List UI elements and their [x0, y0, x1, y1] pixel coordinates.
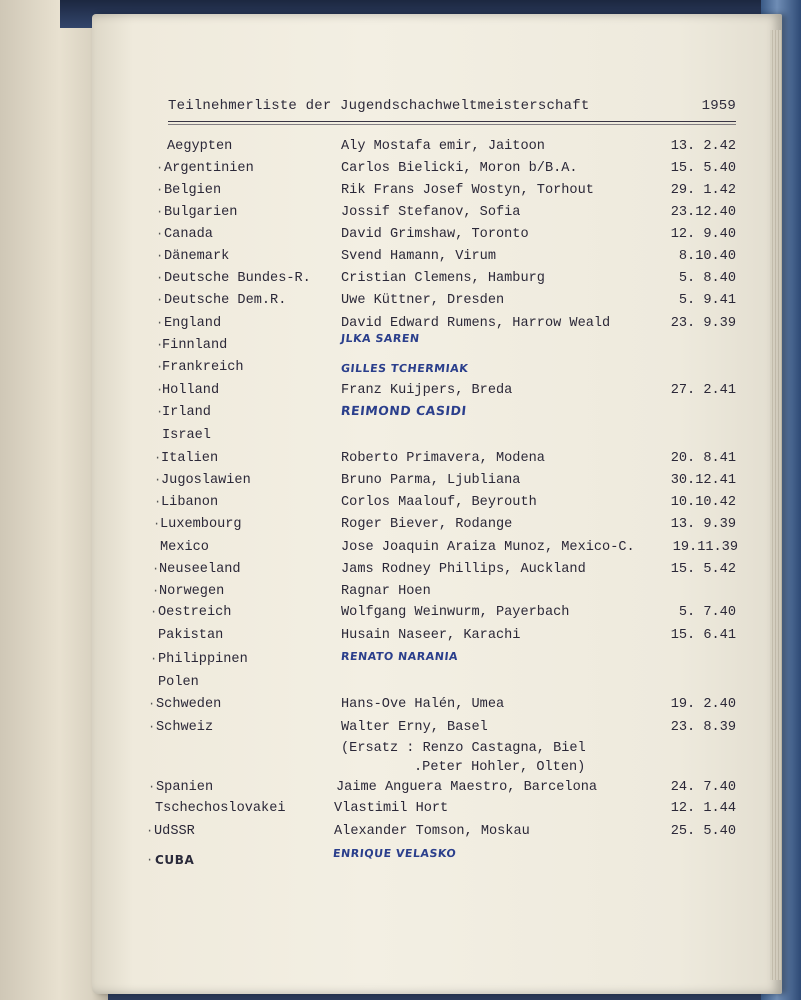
- birth-date: 12. 9.40: [670, 227, 736, 242]
- country: Argentinien: [164, 161, 254, 176]
- check-mark: ·: [154, 451, 162, 465]
- participant-row: [0, 517, 801, 537]
- country: Italien: [161, 451, 219, 466]
- check-mark: ·: [153, 517, 161, 531]
- check-mark: ·: [156, 405, 164, 419]
- ersatz-line-1: (Ersatz : Renzo Castagna, Biel: [341, 741, 586, 756]
- birth-date: 15. 5.42: [670, 562, 736, 577]
- participant-name: Jams Rodney Phillips, Auckland: [341, 562, 586, 577]
- participant-row: [0, 720, 801, 740]
- birth-date: 13. 9.39: [670, 517, 736, 532]
- check-mark: ·: [150, 652, 158, 666]
- participant-row: [0, 628, 801, 648]
- participant-row: [0, 584, 801, 604]
- country: Tschechoslovakei: [155, 801, 286, 816]
- handwritten-name: JLKA SAREN: [340, 332, 421, 345]
- participant-name: Aly Mostafa emir, Jaitoon: [341, 139, 545, 154]
- participant-name: Roberto Primavera, Modena: [341, 451, 545, 466]
- birth-date: 24. 7.40: [670, 780, 736, 795]
- participant-row: [0, 451, 801, 471]
- check-mark: ·: [156, 161, 164, 175]
- country: Jugoslawien: [161, 473, 251, 488]
- country: Israel: [162, 428, 211, 443]
- country: Schweden: [156, 697, 222, 712]
- check-mark: ·: [146, 824, 154, 838]
- birth-date: 10.10.42: [670, 495, 736, 510]
- birth-date: 25. 5.40: [670, 824, 736, 839]
- country: Belgien: [164, 183, 222, 198]
- participant-row: [0, 271, 801, 291]
- participant-row: [0, 801, 801, 821]
- participant-row: [0, 293, 801, 313]
- handwritten-name: RENATO NARANIA: [340, 650, 459, 663]
- check-mark: ·: [156, 183, 164, 197]
- check-mark: ·: [156, 249, 164, 263]
- country: Polen: [158, 675, 199, 690]
- country: Norwegen: [159, 584, 225, 599]
- handwritten-name: GILLES TCHERMIAK: [340, 362, 469, 375]
- country: Neuseeland: [159, 562, 241, 577]
- country: Schweiz: [156, 720, 214, 735]
- country: Canada: [164, 227, 213, 242]
- participant-row: [0, 473, 801, 493]
- check-mark: ·: [154, 473, 162, 487]
- birth-date: 8.10.40: [678, 249, 736, 264]
- check-mark: ·: [156, 205, 164, 219]
- check-mark: ·: [156, 360, 164, 374]
- participant-name: Jose Joaquin Araiza Munoz, Mexico-C.: [341, 540, 635, 555]
- check-mark: ·: [150, 605, 158, 619]
- participant-row: [0, 540, 801, 560]
- participant-row: [0, 205, 801, 225]
- country: Philippinen: [158, 652, 248, 667]
- participant-row: [0, 495, 801, 515]
- birth-date: 29. 1.42: [670, 183, 736, 198]
- check-mark: ·: [148, 720, 156, 734]
- country: Luxembourg: [160, 517, 242, 532]
- participant-name: Walter Erny, Basel: [341, 720, 488, 735]
- participant-name: Svend Hamann, Virum: [341, 249, 496, 264]
- participant-name: Corlos Maalouf, Beyrouth: [341, 495, 537, 510]
- country: CUBA: [155, 853, 195, 867]
- handwritten-name: ENRIQUE VELASKO: [332, 847, 457, 860]
- country: Aegypten: [167, 139, 233, 154]
- participant-row: [0, 383, 801, 403]
- participant-name: Carlos Bielicki, Moron b/B.A.: [341, 161, 578, 176]
- birth-date: 12. 1.44: [670, 801, 736, 816]
- participant-name: Vlastimil Hort: [334, 801, 449, 816]
- birth-date: 15. 5.40: [670, 161, 736, 176]
- check-mark: ·: [148, 697, 156, 711]
- country: Frankreich: [162, 360, 244, 375]
- participant-row: [0, 332, 801, 358]
- participant-row: [0, 249, 801, 269]
- heading-rule: [168, 121, 736, 122]
- birth-date: 5. 7.40: [678, 605, 736, 620]
- birth-date: 13. 2.42: [670, 139, 736, 154]
- ersatz-line-2: .Peter Hohler, Olten): [414, 760, 586, 775]
- birth-date: 15. 6.41: [670, 628, 736, 643]
- participant-name: David Grimshaw, Toronto: [341, 227, 529, 242]
- participant-name: Cristian Clemens, Hamburg: [341, 271, 545, 286]
- country: Deutsche Bundes-R.: [164, 271, 311, 286]
- country: Oestreich: [158, 605, 232, 620]
- country: Deutsche Dem.R.: [164, 293, 287, 308]
- participant-row: [0, 562, 801, 582]
- participant-row: [0, 675, 801, 695]
- birth-date: 30.12.41: [670, 473, 736, 488]
- participant-row: [0, 405, 801, 425]
- participant-name: Bruno Parma, Ljubliana: [341, 473, 521, 488]
- participant-name: Hans-Ove Halén, Umea: [341, 697, 505, 712]
- heading-rule-double: [168, 124, 736, 125]
- participant-row: [0, 847, 801, 873]
- check-mark: ·: [156, 227, 164, 241]
- birth-date: 19. 2.40: [670, 697, 736, 712]
- participant-row: [0, 227, 801, 247]
- participant-name: Ragnar Hoen: [341, 584, 431, 599]
- participant-name: Uwe Küttner, Dresden: [341, 293, 505, 308]
- participant-row: [0, 161, 801, 181]
- participant-name: Husain Naseer, Karachi: [341, 628, 521, 643]
- country: Dänemark: [164, 249, 230, 264]
- birth-date: 23. 9.39: [670, 316, 736, 331]
- page-year: 1959: [701, 98, 736, 114]
- birth-date: 19.11.39: [672, 540, 738, 555]
- check-mark: ·: [148, 780, 156, 794]
- participant-row: [0, 824, 801, 844]
- check-mark: ·: [152, 562, 160, 576]
- country: UdSSR: [154, 824, 195, 839]
- check-mark: ·: [156, 293, 164, 307]
- birth-date: 27. 2.41: [670, 383, 736, 398]
- participant-row: [0, 697, 801, 717]
- check-mark: ·: [156, 383, 164, 397]
- birth-date: 5. 9.41: [678, 293, 736, 308]
- check-mark: ·: [146, 853, 154, 867]
- participant-row: [0, 360, 801, 380]
- check-mark: ·: [156, 271, 164, 285]
- check-mark: ·: [152, 584, 160, 598]
- country: Pakistan: [158, 628, 224, 643]
- check-mark: ·: [156, 316, 164, 330]
- participant-name: Rik Frans Josef Wostyn, Torhout: [341, 183, 594, 198]
- participant-name: Wolfgang Weinwurm, Payerbach: [341, 605, 570, 620]
- birth-date: 5. 8.40: [678, 271, 736, 286]
- country: Finnland: [162, 338, 228, 353]
- check-mark: ·: [156, 338, 164, 352]
- check-mark: ·: [154, 495, 162, 509]
- participant-row: [0, 605, 801, 625]
- country: Bulgarien: [164, 205, 238, 220]
- participant-name: Jaime Anguera Maestro, Barcelona: [336, 780, 598, 795]
- country: England: [164, 316, 222, 331]
- country: Libanon: [161, 495, 219, 510]
- participant-name: Roger Biever, Rodange: [341, 517, 513, 532]
- participant-row: [0, 780, 801, 800]
- handwritten-name: REIMOND CASIDI: [340, 403, 468, 418]
- participant-name: Alexander Tomson, Moskau: [334, 824, 530, 839]
- country: Spanien: [156, 780, 214, 795]
- country: Irland: [162, 405, 211, 420]
- participant-name: Franz Kuijpers, Breda: [341, 383, 513, 398]
- participant-name: Jossif Stefanov, Sofia: [341, 205, 521, 220]
- country: Mexico: [160, 540, 209, 555]
- birth-date: 23.12.40: [670, 205, 736, 220]
- birth-date: 23. 8.39: [670, 720, 736, 735]
- page-title: Teilnehmerliste der Jugendschachweltmeisterschaft: [168, 98, 590, 114]
- participant-row: [0, 428, 801, 448]
- participant-row: [0, 183, 801, 203]
- participant-row: [0, 139, 801, 159]
- birth-date: 20. 8.41: [670, 451, 736, 466]
- participant-row: [0, 652, 801, 672]
- participant-name: David Edward Rumens, Harrow Weald: [341, 316, 611, 331]
- country: Holland: [162, 383, 220, 398]
